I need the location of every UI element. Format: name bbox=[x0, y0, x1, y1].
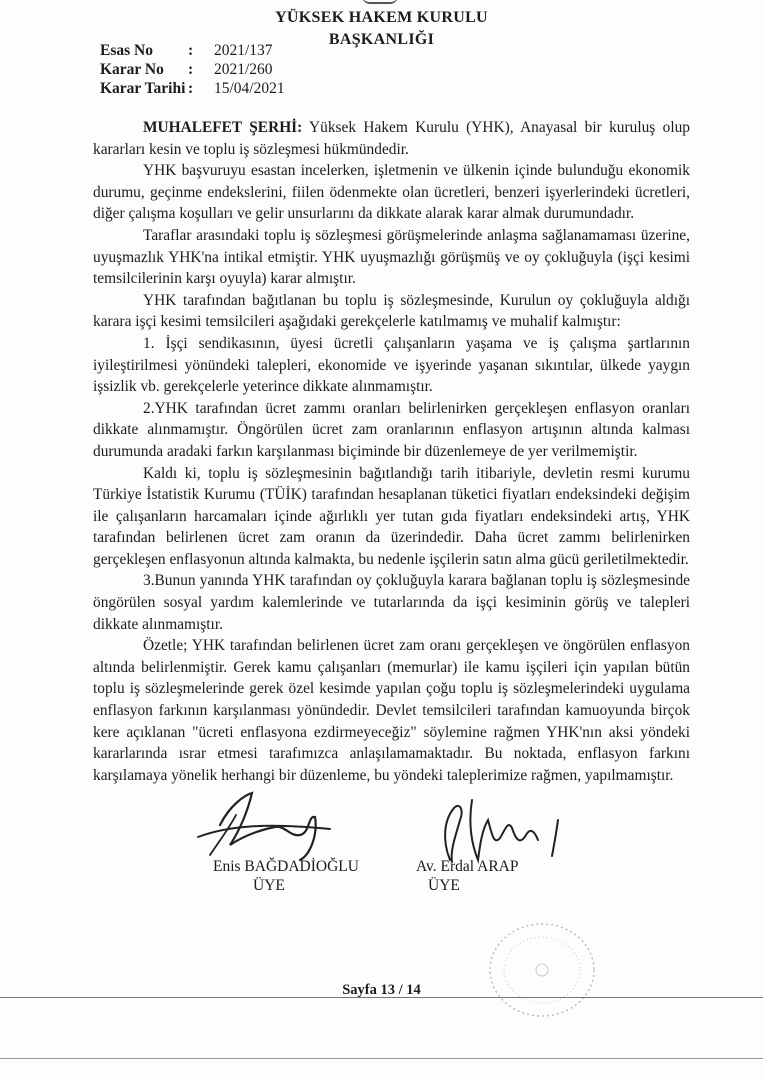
paragraph-2: YHK başvuruyu esastan incelerken, işletmenin ve ülkenin içinde bulunduğu ekonomik durumu, geçinme endekslerini, fiilen ödenmekte olan ücretleri, benzeri işyerlerindeki ücretleri, diğer çalışma koşulları ve gelir unsurlarını da dikkate alarak karar almak durumundadır. bbox=[93, 162, 690, 223]
dissent-body bbox=[93, 117, 690, 786]
karar-label: Karar No bbox=[100, 61, 164, 78]
staple-mark bbox=[362, 0, 398, 4]
paragraph-1: MUHALEFET ŞERHİ: Yüksek Hakem Kurulu (YHK), Anayasal bir kuruluş olup kararları kesin ve toplu iş sözleşmesi hükmündedir. bbox=[93, 119, 690, 158]
tarih-row: Karar Tarihi : 15/04/2021 bbox=[100, 80, 285, 97]
signatory-left-name: Enis BAĞDADİOĞLU bbox=[213, 858, 359, 875]
signatory-right-name: Av. Erdal ARAP bbox=[416, 858, 519, 875]
header-institution: YÜKSEK HAKEM KURULU bbox=[275, 9, 488, 26]
tarih-value: 15/04/2021 bbox=[214, 80, 285, 97]
esas-value: 2021/137 bbox=[214, 42, 273, 59]
paragraph-3: Taraflar arasındaki toplu iş sözleşmesi görüşmelerinde anlaşma sağlanamaması üzerine, uyuşmazlık YHK'na intikal etmiştir. YHK uyuşmazlığı görüşmüş ve oy çokluğuyla (işçi kesimi temsilcilerinin karşı oyuyla) karar almıştır. bbox=[93, 226, 690, 288]
header-office: BAŞKANLIĞI bbox=[328, 31, 435, 48]
paragraph-7: Kaldı ki, toplu iş sözleşmesinin bağıtlandığı tarih itibariyle, devletin resmi kurumu Türkiye İstatistik Kurumu (TÜİK) tarafından hesaplanan tüketici fiyatları endeksindeki değişim ile çalışanların harcamaları içinde ağırlıklı yer tutan gıda fiyatları endeksindeki artış, YHK tarafından belirlenen ücret zam oranın da üzerindedir. Daha ücret zammı belirlenirken gerçekleşen enflasyonun altında kalmakta, bu nedenle işçilerin satın alma gücü geriletilmektedir. bbox=[93, 464, 690, 568]
paragraph-8: 3.Bunun yanında YHK tarafından oy çokluğuyla karara bağlanan toplu iş sözleşmesinde öngörülen sosyal yardım kalemlerinde ve tutarlarında da işçi kesiminin görüş ve talepleri dikkate alınmamıştır. bbox=[93, 572, 690, 633]
paragraph-9: Özetle; YHK tarafından belirlenen ücret zam oranı gerçekleşen ve öngörülen enflasyon altında belirlenmiştir. Gerek kamu çalışanları (memurlar) ile kamu işçileri için yapılan bütün toplu iş sözleşmelerinde gerek özel kesimde yapılan çoğu toplu iş sözleşmelerindeki uygulama enflasyon farkının karşılanması yönündedir. Devlet temsilcileri tarafından kamuoyunda birçok kere açıklanan "ücreti enflasyona ezdirmeyeceğiz" söylemine rağmen YHK'nın aksi yöndeki kararlarında ısrar etmesi tarafımızca anlaşılamamaktadır. Bu noktada, enflasyon farkını karşılamaya yönelik herhangi bir düzenleme, bu yöndeki taleplerimize rağmen, yapılmamıştır. bbox=[93, 637, 690, 784]
esas-row: Esas No : 2021/137 bbox=[100, 42, 273, 59]
signatory-left-title: ÜYE bbox=[253, 877, 285, 894]
paragraph-5: 1. İşçi sendikasının, üyesi ücretli çalışanların yaşama ve iş çalışma şartlarının iyileştirilmesi yönündeki talepleri, ekonomide ve işyerinde yaşanan sıkıntılar, ülkede yaygın işsizlik vb. gerekçelerle yeterince dikkate alınmamıştır. bbox=[93, 334, 690, 396]
esas-label: Esas No bbox=[100, 42, 153, 59]
dissent-heading: MUHALEFET ŞERHİ: bbox=[143, 119, 303, 136]
paragraph-4: YHK tarafından bağıtlanan bu toplu iş sözleşmesinde, Kurulun oy çokluğuyla aldığı karara işçi kesimi temsilcileri aşağıdaki gerekçelerle katılmamış ve muhalif kalmıştır: bbox=[93, 291, 690, 331]
page-number: Sayfa 13 / 14 bbox=[342, 982, 421, 998]
paragraph-6: 2.YHK tarafından ücret zammı oranları belirlenirken gerçekleşen enflasyon oranları dikkate alınmamıştır. Öngörülen ücret zam oranlarının enflasyon artışının altında kalması durumunda aradaki farkın karşılanması biçiminde bir düzenlemeye de yer verilmemiştir. bbox=[93, 399, 690, 460]
karar-row: Karar No : 2021/260 bbox=[100, 61, 273, 78]
footer-rule-bottom bbox=[0, 1058, 763, 1059]
official-seal bbox=[452, 900, 602, 1018]
signatory-right-title: ÜYE bbox=[428, 877, 460, 894]
tarih-label: Karar Tarihi bbox=[100, 80, 186, 97]
karar-value: 2021/260 bbox=[214, 61, 273, 78]
